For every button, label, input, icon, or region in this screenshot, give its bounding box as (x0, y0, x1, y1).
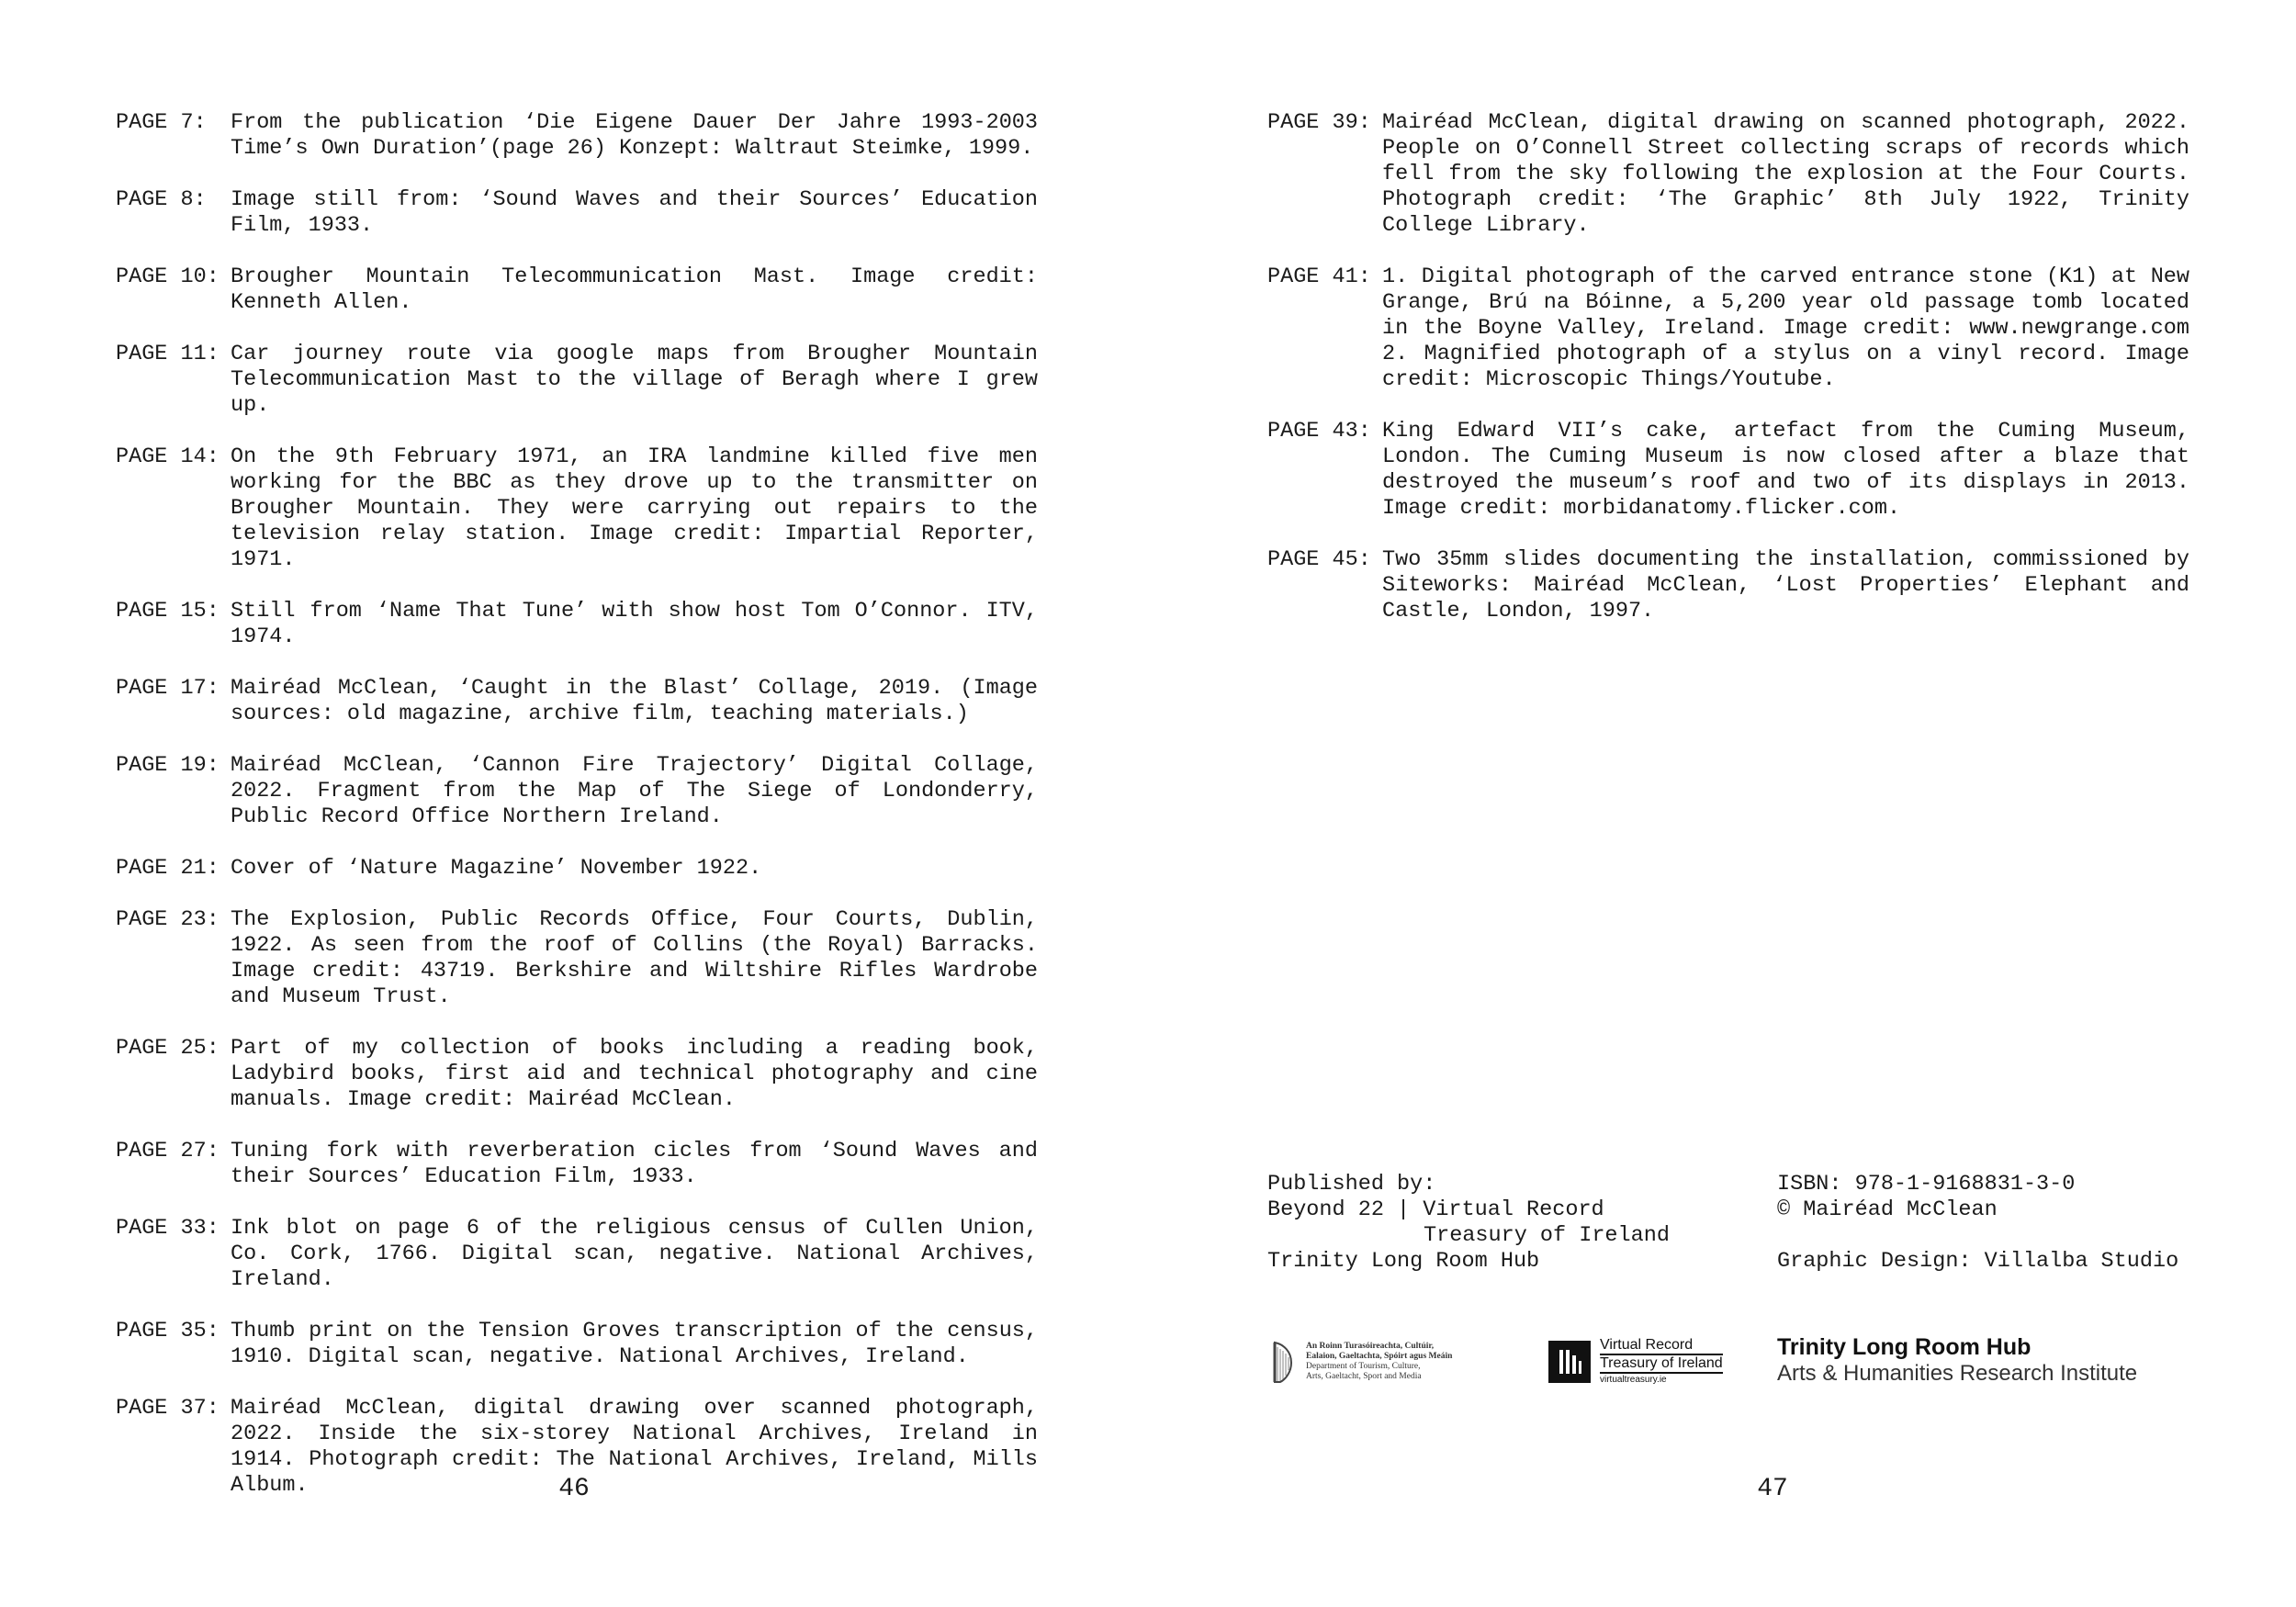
caption-entry (116, 907, 1038, 1010)
caption-text: Tuning fork with reverberation cicles from ‘Sound Waves and their Sources’ Education Film, 1933. (231, 1139, 1038, 1189)
image-credits-list (1267, 110, 2189, 650)
vrti-url: virtualtreasury.ie (1600, 1375, 1667, 1385)
caption-text: King Edward VII’s cake, artefact from the Cuming Museum, London. The Cuming Museum is now closed after a blaze that destroyed the museum’s roof and two of its displays in 2013. Image credit: morbidanatomy.flicker.com. (1382, 419, 2189, 521)
caption-entry (116, 110, 1038, 162)
virtual-record-treasury-logo (1548, 1335, 1723, 1388)
publisher-name-continued: Treasury of Ireland (1424, 1223, 1670, 1248)
caption-text: The Explosion, Public Records Office, Four Courts, Dublin, 1922. As seen from the roof of Collins (the Royal) Barracks. Image credit: 43719. Berkshire and Wiltshire Rifles Wardrobe and Museum Trust. (231, 907, 1038, 1009)
virtual-record-treasury-wordmark (1600, 1337, 1723, 1387)
caption-page-label: PAGE 41: (1267, 264, 1371, 289)
department-name-english: Department of Tourism, Culture, (1306, 1362, 1421, 1371)
caption-entry (116, 599, 1038, 650)
caption-page-label: PAGE 25: (116, 1036, 219, 1061)
caption-text: Still from ‘Name That Tune’ with show host Tom O’Connor. ITV, 1974. (231, 599, 1038, 649)
isbn-block (1777, 1172, 2200, 1275)
sponsor-logos (1267, 1333, 2186, 1388)
caption-entry (116, 264, 1038, 316)
tlrh-subtitle: Arts & Humanities Research Institute (1777, 1361, 2138, 1386)
caption-text: Two 35mm slides documenting the installation, commissioned by Siteworks: Mairéad McClean, ‘Lost Properties’ Elephant and Castle, London, 1997. (1382, 547, 2189, 624)
caption-text: From the publication ‘Die Eigene Dauer Der Jahre 1993-2003 Time’s Own Duration’(page 26) Konzept: Waltraut Steimke, 1999. (231, 110, 1038, 161)
vrti-line1: Virtual Record (1600, 1337, 1694, 1353)
caption-text: Mairéad McClean, digital drawing over scanned photograph, 2022. Inside the six-storey National Archives, Ireland in 1914. Photograph credit: The National Archives, Ireland, Mills Album. (231, 1396, 1038, 1498)
right-page (1148, 0, 2296, 1607)
caption-page-label: PAGE 21: (116, 856, 219, 881)
caption-entry (116, 856, 1038, 882)
caption-text: Ink blot on page 6 of the religious census of Cullen Union, Co. Cork, 1766. Digital scan, negative. National Archives, Ireland. (231, 1216, 1038, 1292)
caption-entry (116, 1216, 1038, 1293)
trinity-long-room-hub-logo (1777, 1333, 2137, 1387)
caption-page-label: PAGE 17: (116, 676, 219, 701)
caption-text: Mairéad McClean, digital drawing on scanned photograph, 2022. People on O’Connell Street collecting scraps of records which fell from the sky following the explosion at the Four Courts. Photograph credit: ‘The Graphic’ 8th July 1922, Trinity College Library. (1382, 110, 2189, 238)
caption-page-label: PAGE 37: (116, 1396, 219, 1421)
caption-text: Part of my collection of books including a reading book, Ladybird books, first aid and technical photography and cine manuals. Image credit: Mairéad McClean. (231, 1036, 1038, 1112)
caption-text: Image still from: ‘Sound Waves and their Sources’ Education Film, 1933. (231, 187, 1038, 238)
publisher-block (1267, 1172, 1745, 1275)
copyright: © Mairéad McClean (1777, 1197, 1998, 1222)
caption-text: Mairéad McClean, ‘Cannon Fire Trajectory’ Digital Collage, 2022. Fragment from the Map of The Siege of Londonderry, Public Record Office Northern Ireland. (231, 753, 1038, 829)
caption-page-label: PAGE 15: (116, 599, 219, 624)
caption-entry (116, 753, 1038, 830)
caption-entry (1267, 419, 2189, 522)
caption-page-label: PAGE 45: (1267, 547, 1371, 572)
caption-page-label: PAGE 8: (116, 187, 207, 212)
caption-page-label: PAGE 10: (116, 264, 219, 289)
caption-page-label: PAGE 14: (116, 444, 219, 469)
department-name-irish: An Roinn Turasóireachta, Cultúir, (1306, 1342, 1435, 1351)
spacer (1777, 1223, 2200, 1249)
department-name-english-2: Arts, Gaeltacht, Sport and Media (1306, 1372, 1422, 1381)
caption-page-label: PAGE 33: (116, 1216, 219, 1241)
caption-text: Cover of ‘Nature Magazine’ November 1922. (231, 856, 762, 881)
image-credits-list (116, 110, 1038, 1524)
page-number: 46 (558, 1475, 590, 1503)
caption-entry (116, 1139, 1038, 1190)
virtual-treasury-mark-icon (1548, 1341, 1591, 1383)
caption-entry (116, 342, 1038, 419)
caption-text: On the 9th February 1971, an IRA landmine killed five men working for the BBC as they drove up to the transmitter on Brougher Mountain. They were carrying out repairs to the television relay station. Image credit: Impartial Reporter, 1971. (231, 444, 1038, 572)
caption-entry (116, 1319, 1038, 1370)
caption-text: Brougher Mountain Telecommunication Mast. Image credit: Kenneth Allen. (231, 264, 1038, 315)
caption-entry (116, 444, 1038, 573)
caption-entry (116, 1036, 1038, 1113)
published-by-label: Published by: (1267, 1172, 1436, 1197)
caption-page-label: PAGE 19: (116, 753, 219, 778)
caption-text: 1. Digital photograph of the carved entrance stone (K1) at New Grange, Brú na Bóinne, a 5,200 year old passage tomb located in the Boyne Valley, Ireland. Image credit: www.newgrange.com 2. Magnified photograph of a stylus on a vinyl record. Image credit: Microscopic Things/Youtube. (1382, 264, 2189, 392)
caption-entry (1267, 547, 2189, 624)
department-name (1306, 1342, 1452, 1382)
caption-text: Thumb print on the Tension Groves transcription of the census, 1910. Digital scan, negative. National Archives, Ireland. (231, 1319, 1038, 1369)
publisher-name: Beyond 22 | Virtual Record (1267, 1197, 1604, 1222)
caption-entry (116, 187, 1038, 239)
caption-text: Car journey route via google maps from Brougher Mountain Telecommunication Mast to the village of Beragh where I grew up. (231, 342, 1038, 418)
harp-icon (1267, 1339, 1295, 1385)
page-number: 47 (1757, 1475, 1788, 1503)
caption-entry (116, 676, 1038, 727)
caption-entry (1267, 264, 2189, 393)
caption-page-label: PAGE 35: (116, 1319, 219, 1343)
caption-page-label: PAGE 7: (116, 110, 207, 135)
caption-text: Mairéad McClean, ‘Caught in the Blast’ Collage, 2019. (Image sources: old magazine, archive film, teaching materials.) (231, 676, 1038, 726)
vrti-line2: Treasury of Ireland (1600, 1354, 1723, 1374)
graphic-design-credit: Graphic Design: Villalba Studio (1777, 1249, 2179, 1274)
caption-entry (1267, 110, 2189, 239)
caption-page-label: PAGE 39: (1267, 110, 1371, 135)
caption-page-label: PAGE 23: (116, 907, 219, 932)
department-name-irish-2: Ealaion, Gaeltachta, Spóirt agus Meáin (1306, 1352, 1453, 1361)
isbn: ISBN: 978-1-9168831-3-0 (1777, 1172, 2076, 1197)
caption-page-label: PAGE 11: (116, 342, 219, 366)
tlrh-title: Trinity Long Room Hub (1777, 1334, 2032, 1360)
caption-page-label: PAGE 43: (1267, 419, 1371, 444)
department-logo (1267, 1337, 1452, 1387)
caption-page-label: PAGE 27: (116, 1139, 219, 1163)
publisher-partner: Trinity Long Room Hub (1267, 1249, 1540, 1274)
